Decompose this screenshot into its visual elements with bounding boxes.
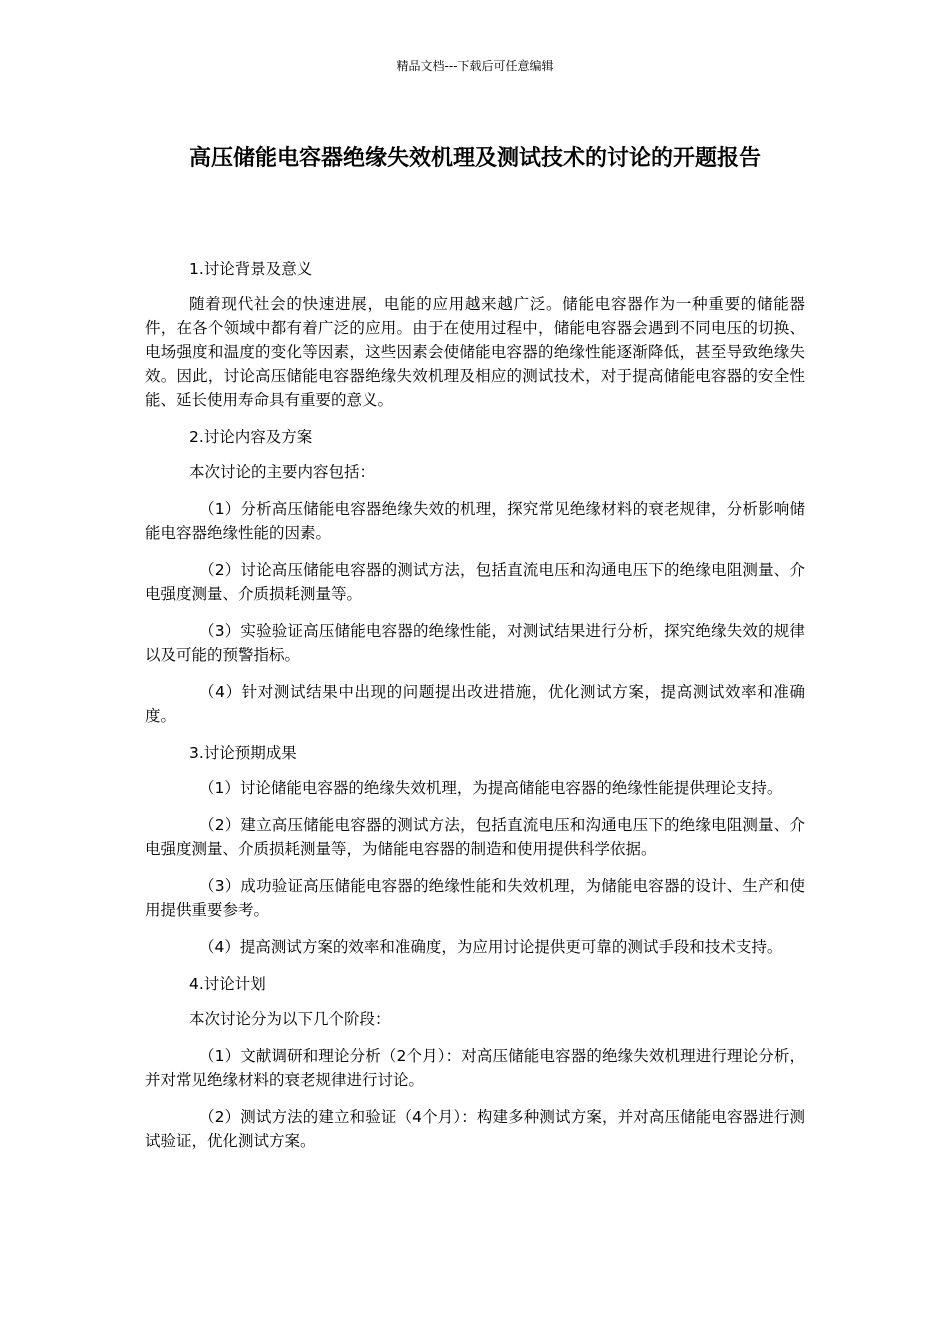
background-paragraph: 随着现代社会的快速进展，电能的应用越来越广泛。储能电容器作为一种重要的储能器件，在各个领域中都有着广泛的应用。由于在使用过程中，储能电容器会遇到不同电压的切换、电场强度和温度的变化等因素，这些因素会使储能电容器的绝缘性能逐渐降低，甚至导致绝缘失效。因此，讨论高压储能电容器绝缘失效机理及相应的测试技术，对于提高储能电容器的安全性能、延长使用寿命具有重要的意义。 [145,295,805,409]
content-item: （4）针对测试结果中出现的问题提出改进措施，优化测试方案，提高测试效率和准确度。 [145,683,805,725]
content-intro: 本次讨论的主要内容包括： [189,463,376,481]
section-heading-content: 2.讨论内容及方案 [189,428,313,446]
content-item: （2）讨论高压储能电容器的测试方法，包括直流电压和沟通电压下的绝缘电阻测量、介电强度测量、介质损耗测量等。 [145,561,805,603]
section-heading-plan: 4.讨论计划 [189,975,266,993]
outcome-item: （2）建立高压储能电容器的测试方法，包括直流电压和沟通电压下的绝缘电阻测量、介电强度测量、介质损耗测量等，为储能电容器的制造和使用提供科学依据。 [145,816,805,858]
document-title: 高压储能电容器绝缘失效机理及测试技术的讨论的开题报告 [188,146,761,171]
page-header: 精品文档---下载后可任意编辑 [396,59,554,73]
outcome-item: （1）讨论储能电容器的绝缘失效机理，为提高储能电容器的绝缘性能提供理论支持。 [199,779,783,797]
outcome-item: （4）提高测试方案的效率和准确度，为应用讨论提供更可靠的测试手段和技术支持。 [199,938,783,956]
content-item: （3）实验验证高压储能电容器的绝缘性能，对测试结果进行分析，探究绝缘失效的规律以及可能的预警指标。 [145,622,805,664]
plan-item: （2）测试方法的建立和验证（4个月）：构建多种测试方案，并对高压储能电容器进行测试验证，优化测试方案。 [145,1108,805,1150]
section-heading-outcomes: 3.讨论预期成果 [189,744,297,762]
plan-intro: 本次讨论分为以下几个阶段： [189,1010,391,1028]
section-heading-background: 1.讨论背景及意义 [189,260,313,278]
plan-item: （1）文献调研和理论分析（2个月）：对高压储能电容器的绝缘失效机理进行理论分析，并对常见绝缘材料的衰老规律进行讨论。 [145,1047,805,1089]
document-body [145,257,805,1166]
content-item: （1）分析高压储能电容器绝缘失效的机理，探究常见绝缘材料的衰老规律，分析影响储能电容器绝缘性能的因素。 [145,500,805,542]
outcome-item: （3）成功验证高压储能电容器的绝缘性能和失效机理，为储能电容器的设计、生产和使用提供重要参考。 [145,877,805,919]
